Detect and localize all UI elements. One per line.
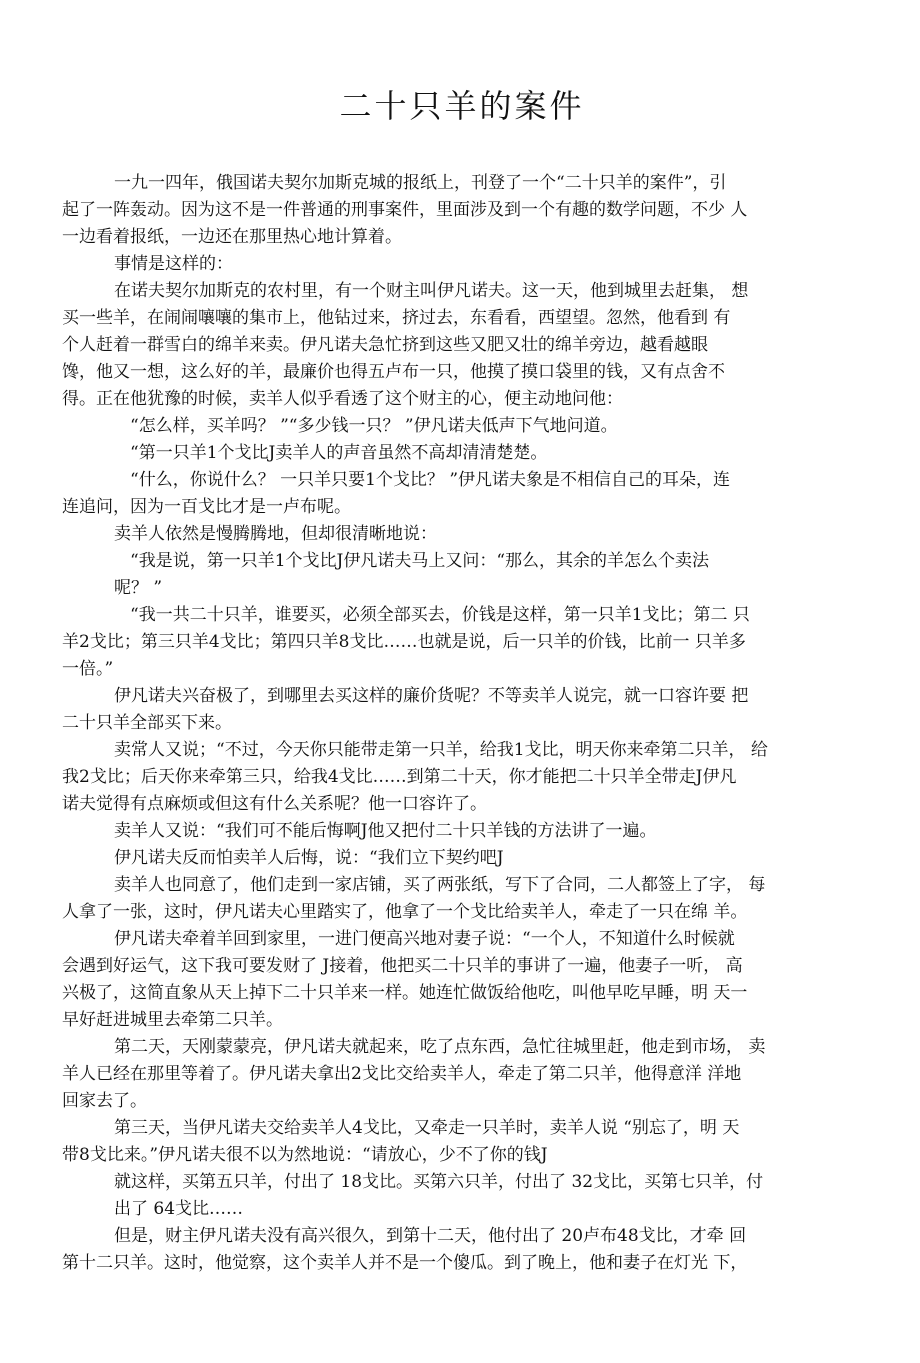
paragraph [62, 1115, 862, 1169]
page-title: 二十只羊的案件 [339, 87, 585, 125]
paragraph-line: 一九一四年，俄国诺夫契尔加斯克城的报纸上，刊登了一个“二十只羊的案件”，引 [114, 173, 727, 193]
paragraph-line: 买一些羊，在闹闹嚷嚷的集市上，他钻过来，挤过去，东看看，西望望。忽然，他看到 有 [62, 308, 731, 328]
paragraph-line: 第二天，天刚蒙蒙亮，伊凡诺夫就起来，吃了点东西，急忙往城里赶，他走到市场， 卖 [114, 1037, 766, 1057]
paragraph [62, 845, 862, 872]
paragraph [62, 926, 862, 1034]
paragraph-continuation-line: 出了 64戈比…… [114, 1199, 244, 1219]
paragraph-line: 事情是这样的： [114, 254, 233, 274]
paragraph-line: 连追问，因为一百戈比才是一卢布呢。 [62, 497, 351, 517]
paragraph [62, 467, 862, 521]
paragraph [62, 548, 862, 602]
paragraph [62, 440, 862, 467]
paragraph-line: 起了一阵轰动。因为这不是一件普通的刑事案件，里面涉及到一个有趣的数学问题，不少 人 [62, 200, 748, 220]
paragraph-line: 伊凡诺夫牵着羊回到家里，一进门便高兴地对妻子说：“一个人，不知道什么时候就 [114, 929, 735, 949]
paragraph [62, 521, 862, 548]
paragraph-line: 羊2戈比；第三只羊4戈比；第四只羊8戈比……也就是说，后一只羊的价钱，比前一 只羊多 [62, 632, 746, 652]
paragraph-line: 羊人已经在那里等着了。伊凡诺夫拿出2戈比交给卖羊人，牵走了第二只羊，他得意洋 洋地 [62, 1064, 742, 1084]
paragraph [62, 251, 862, 278]
paragraph-line: “怎么样，买羊吗？ ”“多少钱一只？ ”伊凡诺夫低声下气地问道。 [130, 416, 618, 436]
paragraph [62, 872, 862, 926]
paragraph-line: “什么，你说什么？ 一只羊只要1个戈比？ ”伊凡诺夫象是不相信自己的耳朵，连 [130, 470, 731, 490]
paragraph-line: 在诺夫契尔加斯克的农村里，有一个财主叫伊凡诺夫。这一天，他到城里去赶集， 想 [114, 281, 749, 301]
paragraph-line: 卖羊人依然是慢腾腾地，但却很清晰地说： [114, 524, 437, 544]
paragraph [62, 1034, 862, 1115]
paragraph-line: 伊凡诺夫反而怕卖羊人后悔，说：“我们立下契约吧J [114, 848, 504, 868]
paragraph [62, 1169, 862, 1223]
paragraph-line: 第三天，当伊凡诺夫交给卖羊人4戈比，又牵走一只羊时，卖羊人说 “别忘了，明 天 [114, 1118, 740, 1138]
paragraph-continuation-line: 呢？ ” [114, 578, 163, 598]
paragraph-line: 第十二只羊。这时，他觉察，这个卖羊人并不是一个傻瓜。到了晚上，他和妻子在灯光 下， [62, 1253, 748, 1273]
paragraph-line: 就这样，买第五只羊，付出了 18戈比。买第六只羊，付出了 32戈比，买第七只羊，付 [114, 1172, 764, 1192]
paragraph [62, 602, 862, 683]
paragraph-line: 得。正在他犹豫的时候，卖羊人似乎看透了这个财主的心，便主动地问他： [62, 389, 623, 409]
paragraph-line: “我一共二十只羊，谁要买，必须全部买去，价钱是这样，第一只羊1戈比；第二 只 [130, 605, 750, 625]
paragraph-line: 会遇到好运气，这下我可要发财了 J接着，他把买二十只羊的事讲了一遍，他妻子一听， 高 [62, 956, 743, 976]
paragraph-line: 人拿了一张，这时，伊凡诺夫心里踏实了，他拿了一个戈比给卖羊人，牵走了一只在绵 羊。 [62, 902, 748, 922]
paragraph-line: 卖羊人也同意了，他们走到一家店铺，买了两张纸，写下了合同，二人都签上了字， 每 [114, 875, 766, 895]
paragraph-line: 一倍。” [62, 659, 114, 679]
paragraph-line: 诺夫觉得有点麻烦或但这有什么关系呢？他一口容许了。 [62, 794, 487, 814]
paragraph-line: 个人赶着一群雪白的绵羊来卖。伊凡诺夫急忙挤到这些又肥又壮的绵羊旁边，越看越眼 [62, 335, 708, 355]
paragraph-line: “我是说，第一只羊1个戈比J伊凡诺夫马上又问：“那么，其余的羊怎么个卖法 [130, 551, 710, 571]
paragraph [62, 737, 862, 818]
paragraph [62, 413, 862, 440]
document-body [62, 170, 862, 1277]
paragraph-line: 伊凡诺夫兴奋极了，到哪里去买这样的廉价货呢？不等卖羊人说完，就一口容许要 把 [114, 686, 749, 706]
paragraph-line: “第一只羊1个戈比J卖羊人的声音虽然不高却清清楚楚。 [130, 443, 548, 463]
paragraph [62, 683, 862, 737]
paragraph-line: 早好赶进城里去牵第二只羊。 [62, 1010, 283, 1030]
paragraph [62, 1223, 862, 1277]
paragraph-line: 一边看着报纸，一边还在那里热心地计算着。 [62, 227, 402, 247]
paragraph-line: 二十只羊全部买下来。 [62, 713, 232, 733]
paragraph [62, 170, 862, 251]
paragraph-line: 卖常人又说；“不过，今天你只能带走第一只羊，给我1戈比，明天你来牵第二只羊， 给 [114, 740, 768, 760]
paragraph [62, 278, 862, 413]
paragraph-line: 我2戈比；后天你来牵第三只，给我4戈比……到第二十天，你才能把二十只羊全带走J伊凡 [62, 767, 737, 787]
paragraph [62, 818, 862, 845]
paragraph-line: 兴极了，这简直象从天上掉下二十只羊来一样。她连忙做饭给他吃，叫他早吃早睡，明 天一 [62, 983, 748, 1003]
paragraph-line: 馋，他又一想，这么好的羊，最廉价也得五卢布一只，他摸了摸口袋里的钱，又有点舍不 [62, 362, 725, 382]
paragraph-line: 带8戈比来。”伊凡诺夫很不以为然地说：“请放心，少不了你的钱J [62, 1145, 548, 1165]
paragraph-line: 卖羊人又说：“我们可不能后悔啊J他又把付二十只羊钱的方法讲了一遍。 [114, 821, 657, 841]
paragraph-line: 回家去了。 [62, 1091, 147, 1111]
paragraph-line: 但是，财主伊凡诺夫没有高兴很久，到第十二天，他付出了 20卢布48戈比，才牵 回 [114, 1226, 747, 1246]
